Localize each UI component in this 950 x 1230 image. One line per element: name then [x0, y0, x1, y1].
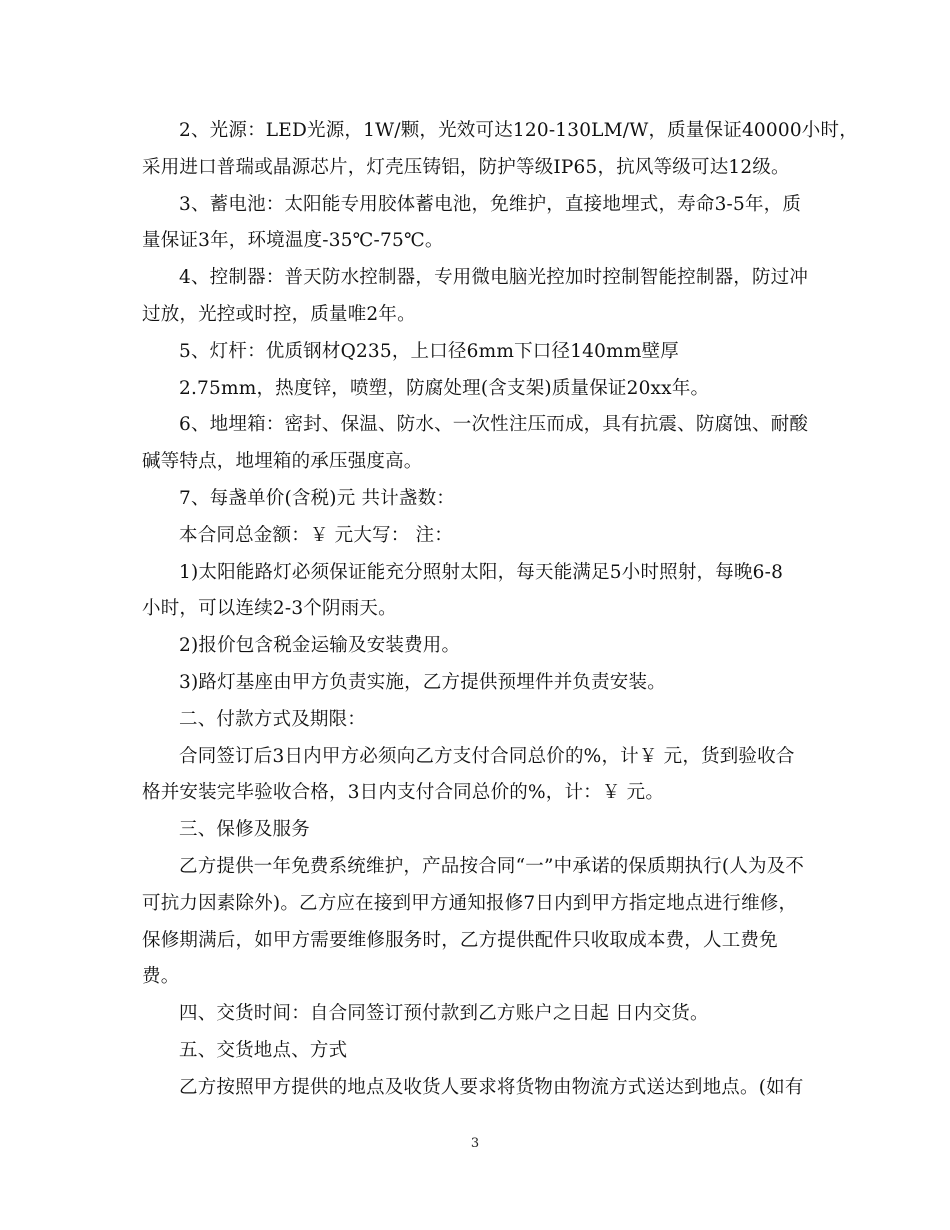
paragraph-line: 过放，光控或时控，质量唯2年。: [142, 303, 416, 325]
paragraph-line: 小时，可以连续2-3个阴雨天。: [142, 598, 397, 620]
paragraph-line: 3)路灯基座由甲方负责实施，乙方提供预埋件并负责安装。: [179, 671, 666, 693]
paragraph-line: 2)报价包含税金运输及安装费用。: [179, 635, 461, 657]
paragraph-line: 3、蓄电池：太阳能专用胶体蓄电池，免维护，直接地埋式，寿命3-5年，质: [179, 193, 802, 215]
page-number: 3: [470, 1136, 480, 1151]
paragraph-line: 2.75mm，热度锌，喷塑，防腐处理(含支架)质量保证20xx年。: [179, 377, 710, 399]
section-heading: 五、交货地点、方式: [179, 1039, 348, 1061]
paragraph-line: 碱等特点，地埋箱的承压强度高。: [142, 451, 423, 473]
paragraph-line: 格并安装完毕验收合格，3日内支付合同总价的%，计：￥ 元。: [142, 782, 665, 804]
paragraph-line: 本合同总金额：￥ 元大写： 注：: [179, 524, 453, 546]
paragraph-line: 保修期满后，如甲方需要维修服务时，乙方提供配件只收取成本费，人工费免: [142, 929, 778, 951]
paragraph-line: 量保证3年，环境温度-35℃-75℃。: [142, 230, 444, 252]
paragraph-line: 2、光源：LED光源，1W/颗，光效可达120-130LM/W，质量保证40000小时，: [179, 120, 858, 141]
paragraph-line: 费。: [142, 966, 180, 988]
paragraph-line: 4、控制器：普天防水控制器，专用微电脑光控加时控制智能控制器，防过冲: [179, 267, 809, 289]
paragraph-line: 5、灯杆：优质钢材Q235，上口径6mm下口径140mm壁厚: [179, 340, 680, 362]
paragraph-line: 7、每盏单价(含税)元 共计盏数：: [179, 487, 455, 509]
section-heading: 三、保修及服务: [179, 819, 310, 841]
paragraph-line: 乙方提供一年免费系统维护，产品按合同“一”中承诺的保质期执行(人为及不: [179, 855, 805, 877]
paragraph-line: 可抗力因素除外)。乙方应在接到甲方通知报修7日内到甲方指定地点进行维修，: [142, 892, 798, 914]
paragraph-line: 乙方按照甲方提供的地点及收货人要求将货物由物流方式送达到地点。(如有: [179, 1076, 804, 1098]
paragraph-line: 6、地埋箱：密封、保温、防水、一次性注压而成，具有抗震、防腐蚀、耐酸: [179, 414, 809, 436]
paragraph-line: 合同签订后3日内甲方必须向乙方支付合同总价的%，计￥ 元，货到验收合: [179, 745, 795, 767]
paragraph-line: 1)太阳能路灯必须保证能充分照射太阳，每天能满足5小时照射，每晚6-8: [179, 561, 784, 583]
paragraph-line: 采用进口普瑞或晶源芯片，灯壳压铸铝，防护等级IP65，抗风等级可达12级。: [142, 156, 790, 178]
section-heading: 二、付款方式及期限：: [179, 708, 367, 730]
section-heading: 四、交货时间：自合同签订预付款到乙方账户之日起 日内交货。: [179, 1003, 709, 1025]
document-body: [142, 113, 858, 1107]
